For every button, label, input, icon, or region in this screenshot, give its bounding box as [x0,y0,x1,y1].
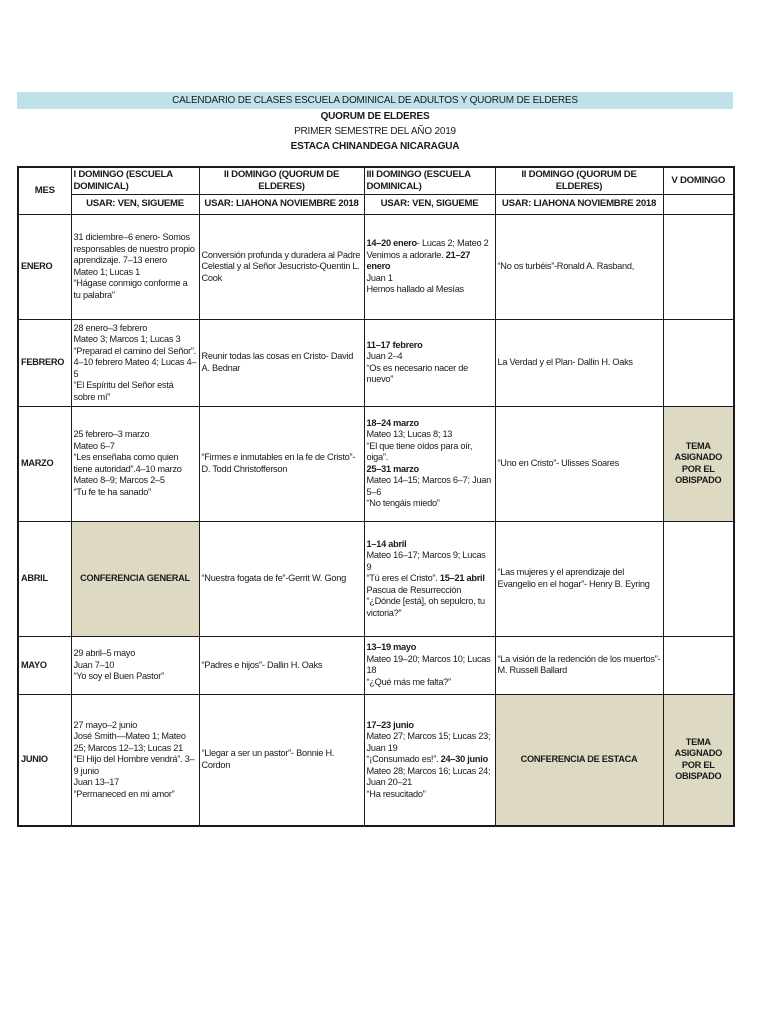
month-label: ENERO [18,214,71,319]
week2-cell [199,319,364,406]
week5-cell [663,319,734,406]
date-range: 21–27 enero [366,249,471,272]
week3-cell [364,319,495,406]
date-range: 11–17 febrero [366,339,423,350]
cell-text: Mateo 16–17; Marcos 9; Lucas 9 [366,550,486,572]
cell-text: - Lucas 2; Mateo 2 [416,238,489,249]
table-row [18,406,734,521]
table-row [18,214,734,319]
cell-text: “Tú eres el Cristo”. [366,573,440,584]
usage-week2: USAR: LIAHONA NOVIEMBRE 2018 [199,194,364,214]
usage-week4: USAR: LIAHONA NOVIEMBRE 2018 [495,194,663,214]
cell-text [367,754,493,766]
cell-text: José Smith—Mateo 1; Mateo 25; Marcos 12–13; Lucas 21 [73,731,186,753]
cell-text: “El Hijo del Hombre vendrá”. 3–9 junio [73,754,195,776]
cell-text: “Permaneced en mi amor” [73,788,175,799]
date-range: 18–24 marzo [366,417,419,428]
cell-text [367,250,493,273]
cell-text: Juan 1 [366,272,393,283]
date-range: 25–31 marzo [366,463,419,474]
cell-text [367,464,493,476]
week2-cell [199,406,364,521]
date-range: 17–23 junio [366,719,414,730]
cell-text: Reunir todas las cosas en Cristo- David A. Bednar [201,351,354,373]
month-label: MAYO [18,636,71,694]
week5-cell [663,636,734,694]
cell-text: Juan 7–10 [73,659,115,670]
week2-cell [199,636,364,694]
cell-text: “El que tiene oídos para oír, oiga”. [366,440,473,463]
cell-text: Pascua de Resurrección [366,584,462,595]
cell-text: Mateo 13; Lucas 8; 13 [366,429,453,440]
banner-title: CALENDARIO DE CLASES ESCUELA DOMINICAL DE ADULTOS Y QUORUM DE ELDERES [17,92,733,109]
week3-cell [364,406,495,521]
cell-text: Juan 13–17 [73,777,120,788]
cell-text [367,539,493,551]
week4-cell [495,319,663,406]
cell-text: Conversión profunda y duradera al Padre Celestial y al Señor Jesucristo-Quentin L. Cook [201,249,361,283]
usage-week3: USAR: VEN, SIGUEME [364,194,495,214]
date-range: 15–21 abril [439,573,485,584]
cell-text: Juan 2–4 [366,351,403,362]
cell-text: 29 abril–5 mayo [73,648,136,659]
date-range: 14–20 enero [366,238,417,249]
cell-text: Mateo 3; Marcos 1; Lucas 3 [73,334,181,345]
week4-cell [495,636,663,694]
cell-text: “Yo soy el Buen Pastor” [73,671,164,682]
month-label: FEBRERO [18,319,71,406]
cell-text: “Llegar a ser un pastor”- Bonnie H. Cordon [201,748,335,770]
table-row [18,521,734,636]
cell-text [367,642,493,654]
subtitle-semester: PRIMER SEMESTRE DEL AÑO 2019 [294,126,456,137]
cell-text: “Hágase conmigo conforme a tu palabra” [73,278,188,300]
cell-text: “Tu fe te ha sanado” [73,486,151,497]
week2-cell [199,694,364,826]
cell-text: Mateo 19–20; Marcos 10; Lucas 18 [366,653,491,676]
cell-text: Mateo 28; Marcos 16; Lucas 24; Juan 20–21 [366,765,491,788]
cell-text: Venimos a adorarle. [366,249,446,260]
subtitle-quorum: QUORUM DE ELDERES [320,111,430,122]
cell-text: “Nuestra fogata de fe”-Gerrit W. Gong [201,573,346,584]
date-range: 13–19 mayo [366,642,417,653]
week1-cell: CONFERENCIA GENERAL [71,521,199,636]
table-row [18,636,734,694]
week4-cell: CONFERENCIA DE ESTACA [495,694,663,826]
cell-text: Mateo 14–15; Marcos 6–7; Juan 5–6 [366,475,492,497]
cell-text: “Os es necesario nacer de nuevo” [366,362,469,385]
week5-cell [663,521,734,636]
month-label: JUNIO [18,694,71,826]
week3-cell [364,521,495,636]
cell-text: “Preparad el camino del Señor”. 4–10 febrero Mateo 4; Lucas 4–5 [73,345,197,379]
col-header-week1: I DOMINGO (ESCUELA DOMINICAL) [71,167,199,194]
month-label: MARZO [18,406,71,521]
table-row [18,694,734,826]
cell-text [367,340,493,352]
week1-cell [71,214,199,319]
cell-text: “Uno en Cristo”- Ulisses Soares [497,458,619,469]
week4-cell [495,214,663,319]
calendar-table [17,166,735,827]
table-row [18,319,734,406]
cell-text [367,573,493,585]
cell-text: 27 mayo–2 junio [73,719,138,730]
cell-text: “No os turbéis”-Ronald A. Rasband, [497,261,635,272]
cell-text: 31 diciembre–6 enero- Somos responsables de nuestro propio aprendizaje. 7–13 enero [73,232,195,266]
week3-cell [364,636,495,694]
week5-cell [663,214,734,319]
cell-text: Mateo 8–9; Marcos 2–5 [73,475,165,486]
cell-text: “Padres e hijos”- Dallin H. Oaks [201,659,323,670]
cell-text: “¡Consumado es!”. [366,754,441,765]
week1-cell [71,636,199,694]
cell-text: Mateo 27; Marcos 15; Lucas 23; Juan 19 [366,731,491,753]
cell-text: 28 enero–3 febrero [73,322,148,333]
cell-text: “La visión de la redención de los muertos”- M. Russell Ballard [497,653,661,676]
col-header-week5: V DOMINGO [663,167,734,194]
week2-cell [199,214,364,319]
cell-text: “Las mujeres y el aprendizaje del Evangelio en el hogar”- Henry B. Eyring [497,567,650,589]
usage-week1: USAR: VEN, SIGUEME [71,194,199,214]
week4-cell [495,521,663,636]
cell-text: “Ha resucitado” [366,788,426,799]
cell-text: “El Espíritu del Señor está sobre mí” [73,380,174,402]
cell-text: Hemos hallado al Mesías [366,284,464,295]
cell-text [367,238,493,250]
header-row [18,167,734,194]
usage-week5 [663,194,734,214]
col-header-week3: III DOMINGO (ESCUELA DOMINICAL) [364,167,495,194]
cell-text: “Les enseñaba como quien tiene autoridad”.4–10 marzo [73,452,182,474]
cell-text: “¿Dónde [está], oh sepulcro, tu victoria?” [366,596,485,618]
document-header [17,92,733,154]
cell-text: Mateo 1; Lucas 1 [73,266,140,277]
col-header-week4: II DOMINGO (QUORUM DE ELDERES) [495,167,663,194]
usage-row [18,194,734,214]
cell-text [367,720,493,732]
cell-text: “¿Qué más me falta?” [366,676,451,687]
week1-cell [71,694,199,826]
week5-cell: TEMA ASIGNADO POR EL OBISPADO [663,406,734,521]
week3-cell [364,214,495,319]
week5-cell: TEMA ASIGNADO POR EL OBISPADO [663,694,734,826]
cell-text: “No tengáis miedo” [366,498,440,509]
week3-cell [364,694,495,826]
date-range: 1–14 abril [366,538,407,549]
cell-text: “Firmes e inmutables en la fe de Cristo”- D. Todd Christofferson [201,452,356,474]
subtitle-stake: ESTACA CHINANDEGA NICARAGUA [290,141,460,152]
week2-cell [199,521,364,636]
month-label: ABRIL [18,521,71,636]
week4-cell [495,406,663,521]
cell-text [367,418,493,430]
cell-text: Mateo 6–7 [73,440,115,451]
cell-text: 25 febrero–3 marzo [73,429,150,440]
cell-text: La Verdad y el Plan- Dallin H. Oaks [497,357,633,368]
week1-cell [71,319,199,406]
week1-cell [71,406,199,521]
col-header-mes: MES [18,167,71,214]
col-header-week2: II DOMINGO (QUORUM DE ELDERES) [199,167,364,194]
date-range: 24–30 junio [440,754,488,765]
